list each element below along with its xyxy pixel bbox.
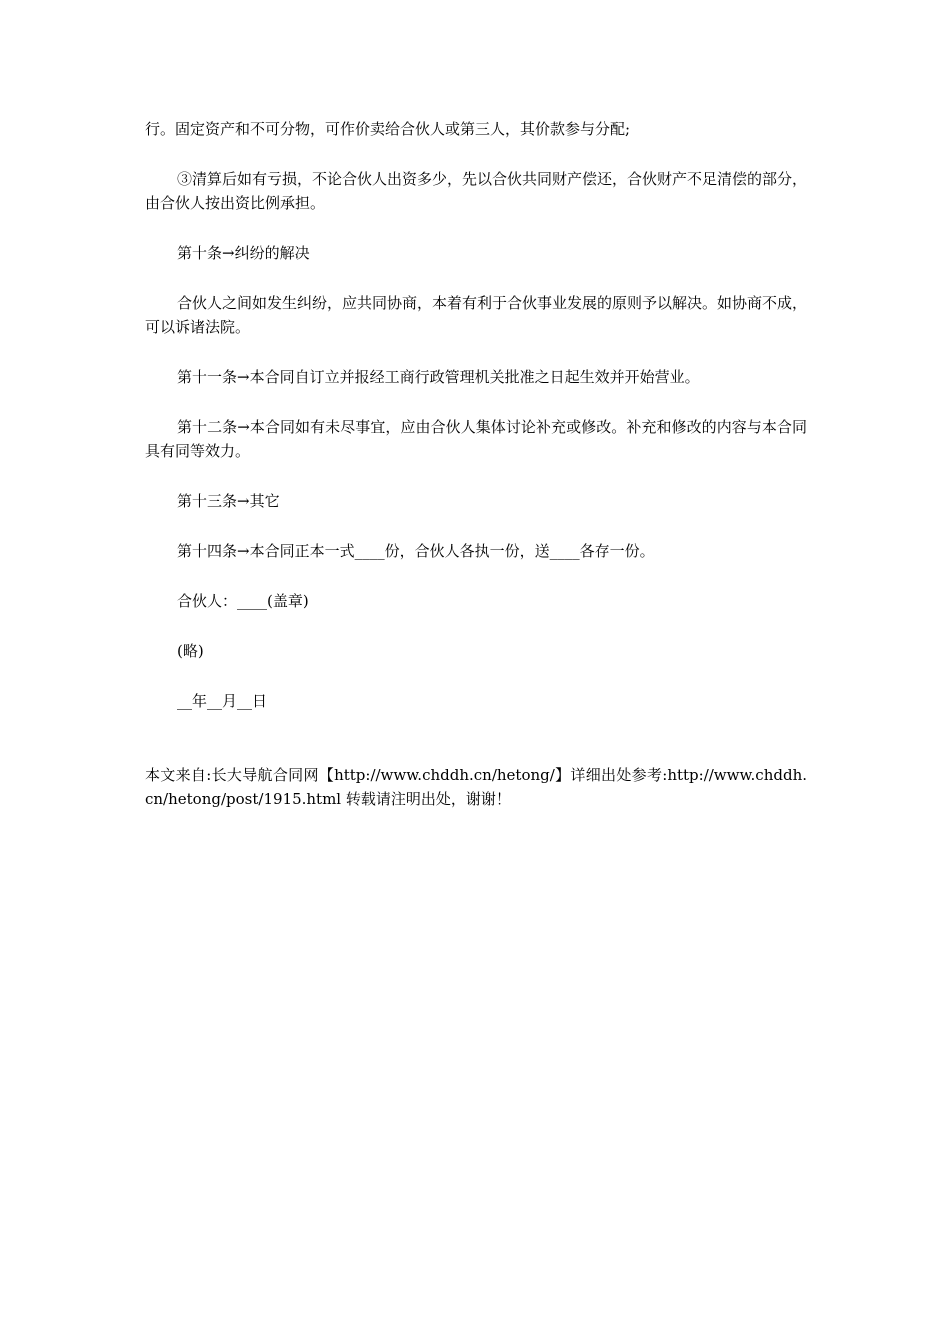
article-11: 第十一条→本合同自订立并报经工商行政管理机关批准之日起生效并开始营业。 (177, 368, 700, 386)
paragraph-asset-distribution: 行。固定资产和不可分物，可作价卖给合伙人或第三人，其价款参与分配; (145, 120, 631, 138)
article-10-heading: 第十条→纠纷的解决 (177, 244, 310, 262)
document-page (145, 117, 807, 811)
date-line: __年__月__日 (177, 692, 268, 710)
article-13: 第十三条→其它 (177, 492, 280, 510)
omitted-note: (略) (177, 642, 204, 660)
article-14: 第十四条→本合同正本一式____份，合伙人各执一份，送____各存一份。 (177, 542, 655, 560)
paragraph-dispute-resolution: 合伙人之间如发生纠纷，应共同协商，本着有利于合伙事业发展的原则予以解决。如协商不成，可以诉诸法院。 (145, 294, 808, 336)
paragraph-loss-liquidation: ③清算后如有亏损，不论合伙人出资多少，先以合伙共同财产偿还，合伙财产不足清偿的部分，由合伙人按出资比例承担。 (145, 170, 808, 212)
partner-signature-line: 合伙人：____(盖章) (177, 592, 309, 610)
article-12: 第十二条→本合同如有未尽事宜，应由合伙人集体讨论补充或修改。补充和修改的内容与本合同具有同等效力。 (145, 418, 807, 460)
source-note: 本文来自:长大导航合同网【http://www.chddh.cn/hetong/】详细出处参考:http://www.chddh.cn/hetong/post/1915.html 转载请注明出处，谢谢！ (145, 766, 807, 808)
